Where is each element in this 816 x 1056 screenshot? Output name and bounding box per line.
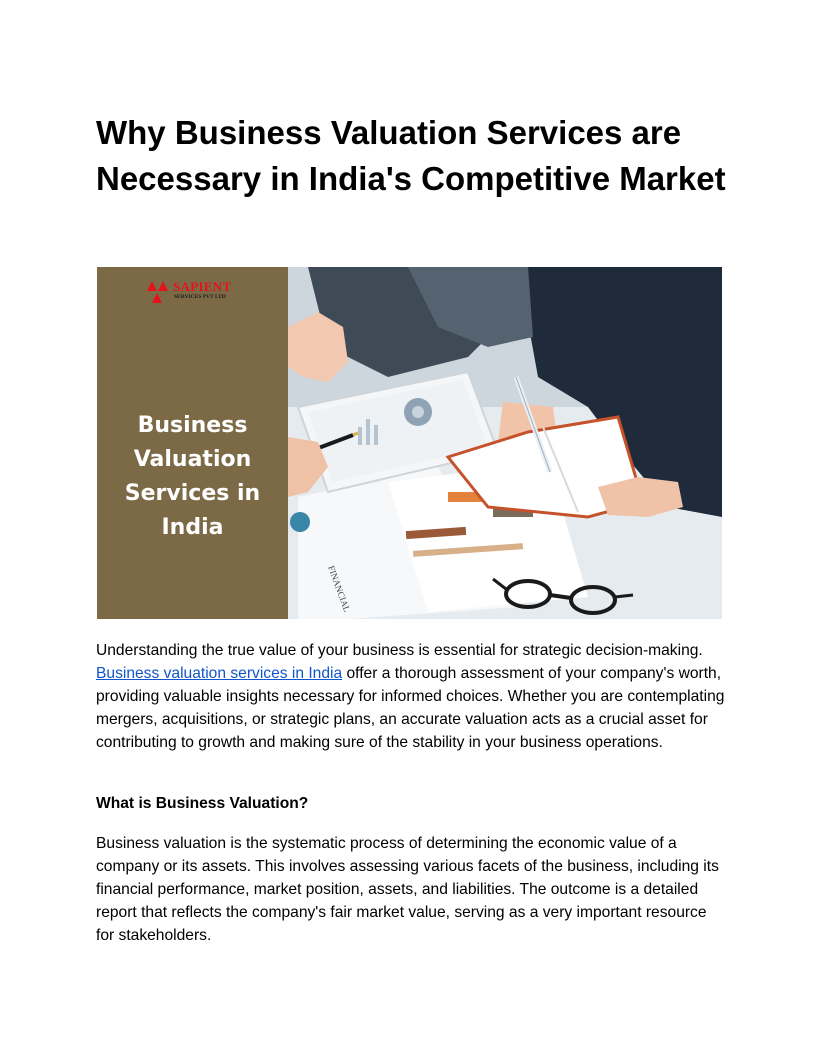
section-body: Business valuation is the systematic process of determining the economic value of a company or its assets. This involves assessing various facets of the business, including its financial performance, market position, assets, and liabilities. The outcome is a detailed report that reflects the company's fair market value, serving as a very important resource for stakeholders. bbox=[96, 835, 719, 944]
brand-subtitle: SERVICES PVT LTD bbox=[174, 294, 226, 300]
section-heading: What is Business Valuation? bbox=[96, 795, 309, 812]
page-title: Why Business Valuation Services are Necessary in India's Competitive Market bbox=[96, 114, 726, 197]
brand-logo bbox=[145, 279, 245, 307]
photo-paper-text: FINANCIAL bbox=[326, 564, 353, 614]
hero-heading: Business Valuation Services in India bbox=[124, 413, 261, 540]
intro-text-after-link: offer a thorough assessment of your company's worth, providing valuable insights necessary for informed choices. Whether you are contemplating mergers, acquisitions, or strategic plans, an accurate valuation acts as a crucial asset for contributing to growth and making sure of the stability in your business operations. bbox=[96, 665, 725, 751]
business-valuation-link[interactable]: Business valuation services in India bbox=[96, 665, 343, 682]
hero-banner bbox=[97, 267, 722, 619]
brand-name: SAPIENT bbox=[173, 279, 232, 294]
hero-text-panel bbox=[97, 267, 288, 619]
logo-triangles-icon bbox=[145, 279, 173, 305]
hero-photo bbox=[288, 267, 722, 619]
intro-text-before-link: Understanding the true value of your business is essential for strategic decision-making. bbox=[96, 642, 703, 659]
intro-paragraph bbox=[96, 639, 726, 754]
